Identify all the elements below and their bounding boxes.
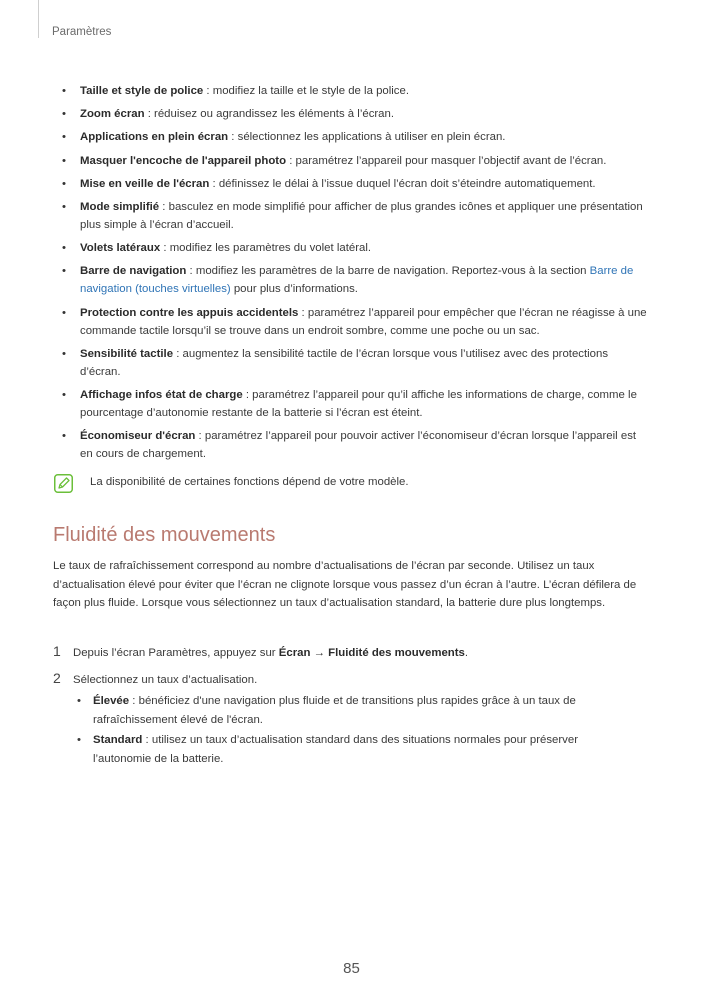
page-header-title: Paramètres <box>52 26 112 38</box>
list-item <box>58 262 648 298</box>
list-item <box>58 105 648 123</box>
option-desc: : utilisez un taux d’actualisation standard dans des situations normales pour préserver l’autonomie de la batterie. <box>93 734 578 765</box>
bullet-term: Mode simplifié <box>80 200 160 213</box>
section-title: Fluidité des mouvements <box>53 524 276 546</box>
bullet-desc-after: pour plus d’informations. <box>230 283 358 296</box>
bullet-term: Sensibilité tactile <box>80 347 174 360</box>
option-desc: : bénéficiez d'une navigation plus fluide et de transitions plus rapides grâce à un taux de rafraîchissement élevé de l'écran. <box>93 695 576 726</box>
list-item <box>58 152 648 170</box>
list-item <box>58 239 648 257</box>
bullet-term: Barre de navigation <box>80 265 187 278</box>
bullet-desc: : modifiez les paramètres de la barre de navigation. Reportez-vous à la section <box>186 265 590 278</box>
bullet-desc: : modifiez la taille et le style de la police. <box>203 85 410 97</box>
step-bold-screen: Écran <box>278 647 311 659</box>
list-item <box>75 731 635 768</box>
option-term: Standard <box>93 734 143 746</box>
list-item <box>75 692 635 729</box>
step-text: Depuis l’écran Paramètres, appuyez sur <box>73 647 279 659</box>
arrow-separator: → <box>310 647 329 659</box>
header-divider <box>38 0 39 38</box>
step-end: . <box>464 647 469 659</box>
bullet-term: Protection contre les appuis accidentels <box>80 306 299 319</box>
bullet-term: Zoom écran <box>80 108 145 121</box>
bullet-term: Taille et style de police <box>80 85 204 97</box>
bullet-desc: : paramétrez l’appareil pour empêcher que l’écran ne réagisse à une commande tactile lorsqu’il se trouve dans un endroit sombre, comme une poche ou un sac. <box>80 306 647 337</box>
bullet-desc: : modifiez les paramètres du volet latéral. <box>160 242 372 255</box>
step-text: Sélectionnez un taux d’actualisation. <box>73 674 258 686</box>
list-item <box>58 386 648 422</box>
bullet-desc: : définissez le délai à l’issue duquel l’écran doit s’éteindre automatiquement. <box>209 177 596 190</box>
step-number: 1 <box>53 643 61 659</box>
list-item <box>58 427 648 463</box>
bullet-desc: : réduisez ou agrandissez les éléments à l’écran. <box>144 108 395 121</box>
list-item <box>58 128 648 146</box>
list-item <box>58 304 648 340</box>
bullet-term: Applications en plein écran <box>80 131 229 144</box>
bullet-term: Masquer l'encoche de l'appareil photo <box>80 154 287 167</box>
list-item <box>58 82 648 100</box>
step-bold-motion: Fluidité des mouvements <box>328 647 465 659</box>
bullet-desc: : paramétrez l’appareil pour pouvoir activer l’économiseur d’écran lorsque l’appareil est en cours de chargement. <box>80 430 637 461</box>
bullet-desc: : sélectionnez les applications à utiliser en plein écran. <box>228 131 506 144</box>
list-item <box>58 345 648 381</box>
bullet-desc: : basculez en mode simplifié pour afficher de plus grandes icônes et appliquer une présentation plus simple à l’écran d’accueil. <box>80 200 643 231</box>
navigation-bar-section-link[interactable]: Barre de navigation (touches virtuelles) <box>80 265 634 296</box>
step-1 <box>53 642 468 662</box>
bullet-term: Affichage infos état de charge <box>80 388 243 401</box>
list-item <box>58 175 648 193</box>
bullet-desc: : paramétrez l’appareil pour masquer l’objectif avant de l’écran. <box>286 154 607 167</box>
step-number: 2 <box>53 670 61 686</box>
note-pencil-icon <box>54 474 73 493</box>
step-2 <box>53 669 257 689</box>
bullet-desc: : paramétrez l’appareil pour qu’il affiche les informations de charge, comme le pourcentage d’autonomie restante de la batterie si l’écran est éteint. <box>80 388 637 419</box>
refresh-rate-options <box>75 692 635 770</box>
note-box <box>54 474 654 496</box>
page-number: 85 <box>343 960 360 977</box>
list-item <box>58 198 648 234</box>
option-term: Élevée <box>93 695 130 707</box>
note-text: La disponibilité de certaines fonctions dépend de votre modèle. <box>90 476 409 488</box>
bullet-term: Mise en veille de l'écran <box>80 177 210 190</box>
bullet-desc: : augmentez la sensibilité tactile de l’écran lorsque vous l’utilisez avec des protections d’écran. <box>80 347 609 378</box>
bullet-term: Économiseur d'écran <box>80 430 196 443</box>
bullet-term: Volets latéraux <box>80 242 161 255</box>
settings-bullet-list <box>58 82 648 468</box>
section-paragraph: Le taux de rafraîchissement correspond au nombre d’actualisations de l’écran par seconde. Utilisez un taux d’actualisation élevé pour éviter que l’écran ne clignote lorsque vous passez d’un écran à l’autre. L’écran défilera de façon plus fluide. Lorsque vous sélectionnez un taux d’actualisation standard, la batterie dure plus longtemps. <box>53 560 637 609</box>
